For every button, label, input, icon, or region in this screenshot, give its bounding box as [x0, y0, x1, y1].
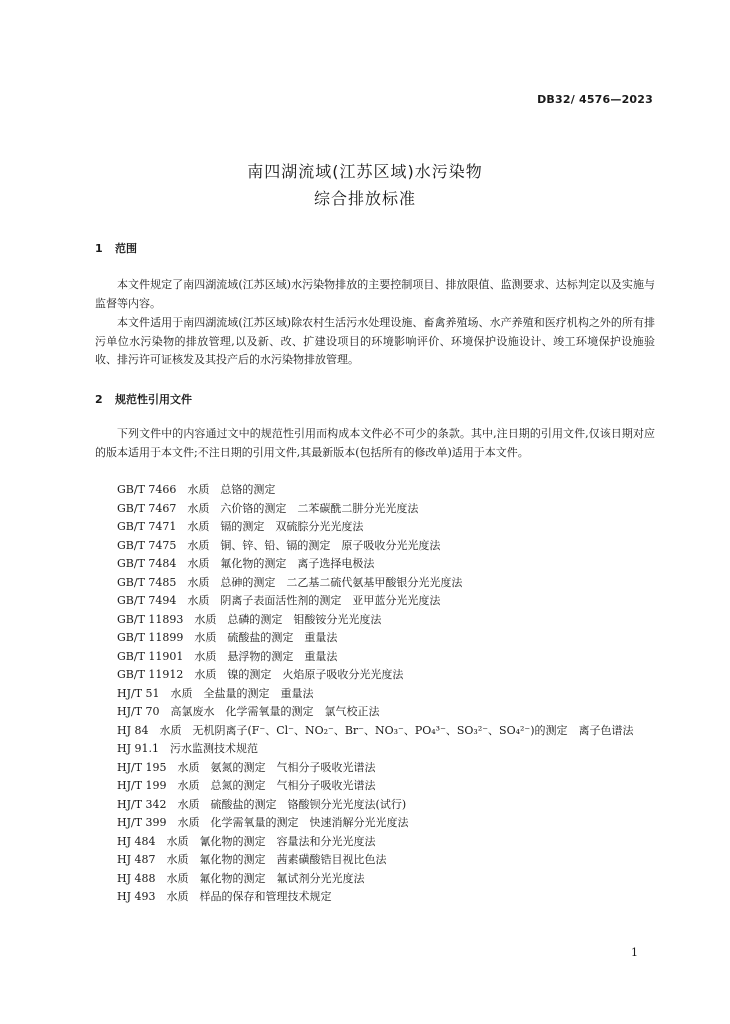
reference-item: HJ/T 51 水质 全盐量的测定 重量法 [117, 686, 314, 700]
reference-item: GB/T 7471 水质 镉的测定 双硫腙分光光度法 [117, 520, 364, 533]
reference-item: HJ/T 342 水质 硫酸盐的测定 铬酸钡分光光度法(试行) [117, 797, 407, 811]
reference-item: GB/T 7475 水质 铜、锌、铅、镉的测定 原子吸收分光光度法 [117, 538, 441, 552]
reference-item: GB/T 11912 水质 镍的测定 火焰原子吸收分光光度法 [117, 668, 404, 681]
reference-item: GB/T 7485 水质 总砷的测定 二乙基二硫代氨基甲酸银分光光度法 [117, 575, 463, 589]
document-title-line-1: 南四湖流域(江苏区域)水污染物 [247, 162, 483, 181]
section-title: 范围 [115, 242, 137, 255]
section-number: 2 [95, 393, 103, 406]
page-number: 1 [631, 946, 638, 959]
scope-paragraph-1: 本文件规定了南四湖流域(江苏区域)水污染物排放的主要控制项目、排放限值、监测要求、达标判定以及实施与监督等内容。 [95, 278, 655, 310]
reference-item: HJ 84 水质 无机阴离子(F⁻、Cl⁻、NO₂⁻、Br⁻、NO₃⁻、PO₄³⁻、SO₃²⁻、SO₄²⁻)的测定 离子色谱法 [117, 723, 634, 737]
reference-list [117, 481, 634, 907]
section-2-heading [95, 391, 192, 407]
reference-item: HJ/T 195 水质 氨氮的测定 气相分子吸收光谱法 [117, 760, 376, 774]
reference-item: GB/T 11893 水质 总磷的测定 钼酸铵分光光度法 [117, 612, 382, 626]
reference-item: HJ/T 199 水质 总氮的测定 气相分子吸收光谱法 [117, 779, 376, 792]
references-intro-paragraph: 下列文件中的内容通过文中的规范性引用而构成本文件必不可少的条款。其中,注日期的引用文件,仅该日期对应的版本适用于本文件;不注日期的引用文件,其最新版本(包括所有的修改单)适用于本文件。 [95, 427, 655, 459]
section-1-heading [95, 240, 137, 256]
reference-item: HJ/T 399 水质 化学需氧量的测定 快速消解分光光度法 [117, 816, 409, 829]
reference-item: HJ 487 水质 氟化物的测定 茜素磺酸锆目视比色法 [117, 853, 387, 866]
reference-item: GB/T 7484 水质 氟化物的测定 离子选择电极法 [117, 557, 375, 570]
reference-item: GB/T 7466 水质 总铬的测定 [117, 483, 276, 496]
reference-item: GB/T 7494 水质 阴离子表面活性剂的测定 亚甲蓝分光光度法 [117, 594, 441, 607]
reference-item: HJ 484 水质 氰化物的测定 容量法和分光光度法 [117, 834, 376, 848]
section-title: 规范性引用文件 [115, 393, 192, 406]
standard-code: DB32/ 4576—2023 [537, 93, 653, 106]
section-number: 1 [95, 242, 103, 255]
reference-item: HJ 91.1 污水监测技术规范 [117, 742, 258, 755]
reference-item: GB/T 11899 水质 硫酸盐的测定 重量法 [117, 631, 338, 644]
document-title-line-2: 综合排放标准 [313, 189, 416, 208]
reference-item: GB/T 11901 水质 悬浮物的测定 重量法 [117, 649, 338, 663]
reference-item: HJ/T 70 高氯废水 化学需氧量的测定 氯气校正法 [117, 705, 380, 718]
reference-item: HJ 493 水质 样品的保存和管理技术规定 [117, 890, 332, 903]
reference-item: HJ 488 水质 氟化物的测定 氟试剂分光光度法 [117, 871, 365, 885]
reference-item: GB/T 7467 水质 六价铬的测定 二苯碳酰二肼分光光度法 [117, 501, 419, 515]
scope-paragraph-2: 本文件适用于南四湖流域(江苏区域)除农村生活污水处理设施、畜禽养殖场、水产养殖和医疗机构之外的所有排污单位水污染物的排放管理,以及新、改、扩建设项目的环境影响评价、环境保护设施设计、竣工环境保护设施验收、排污许可证核发及其投产后的水污染物排放管理。 [95, 316, 655, 366]
